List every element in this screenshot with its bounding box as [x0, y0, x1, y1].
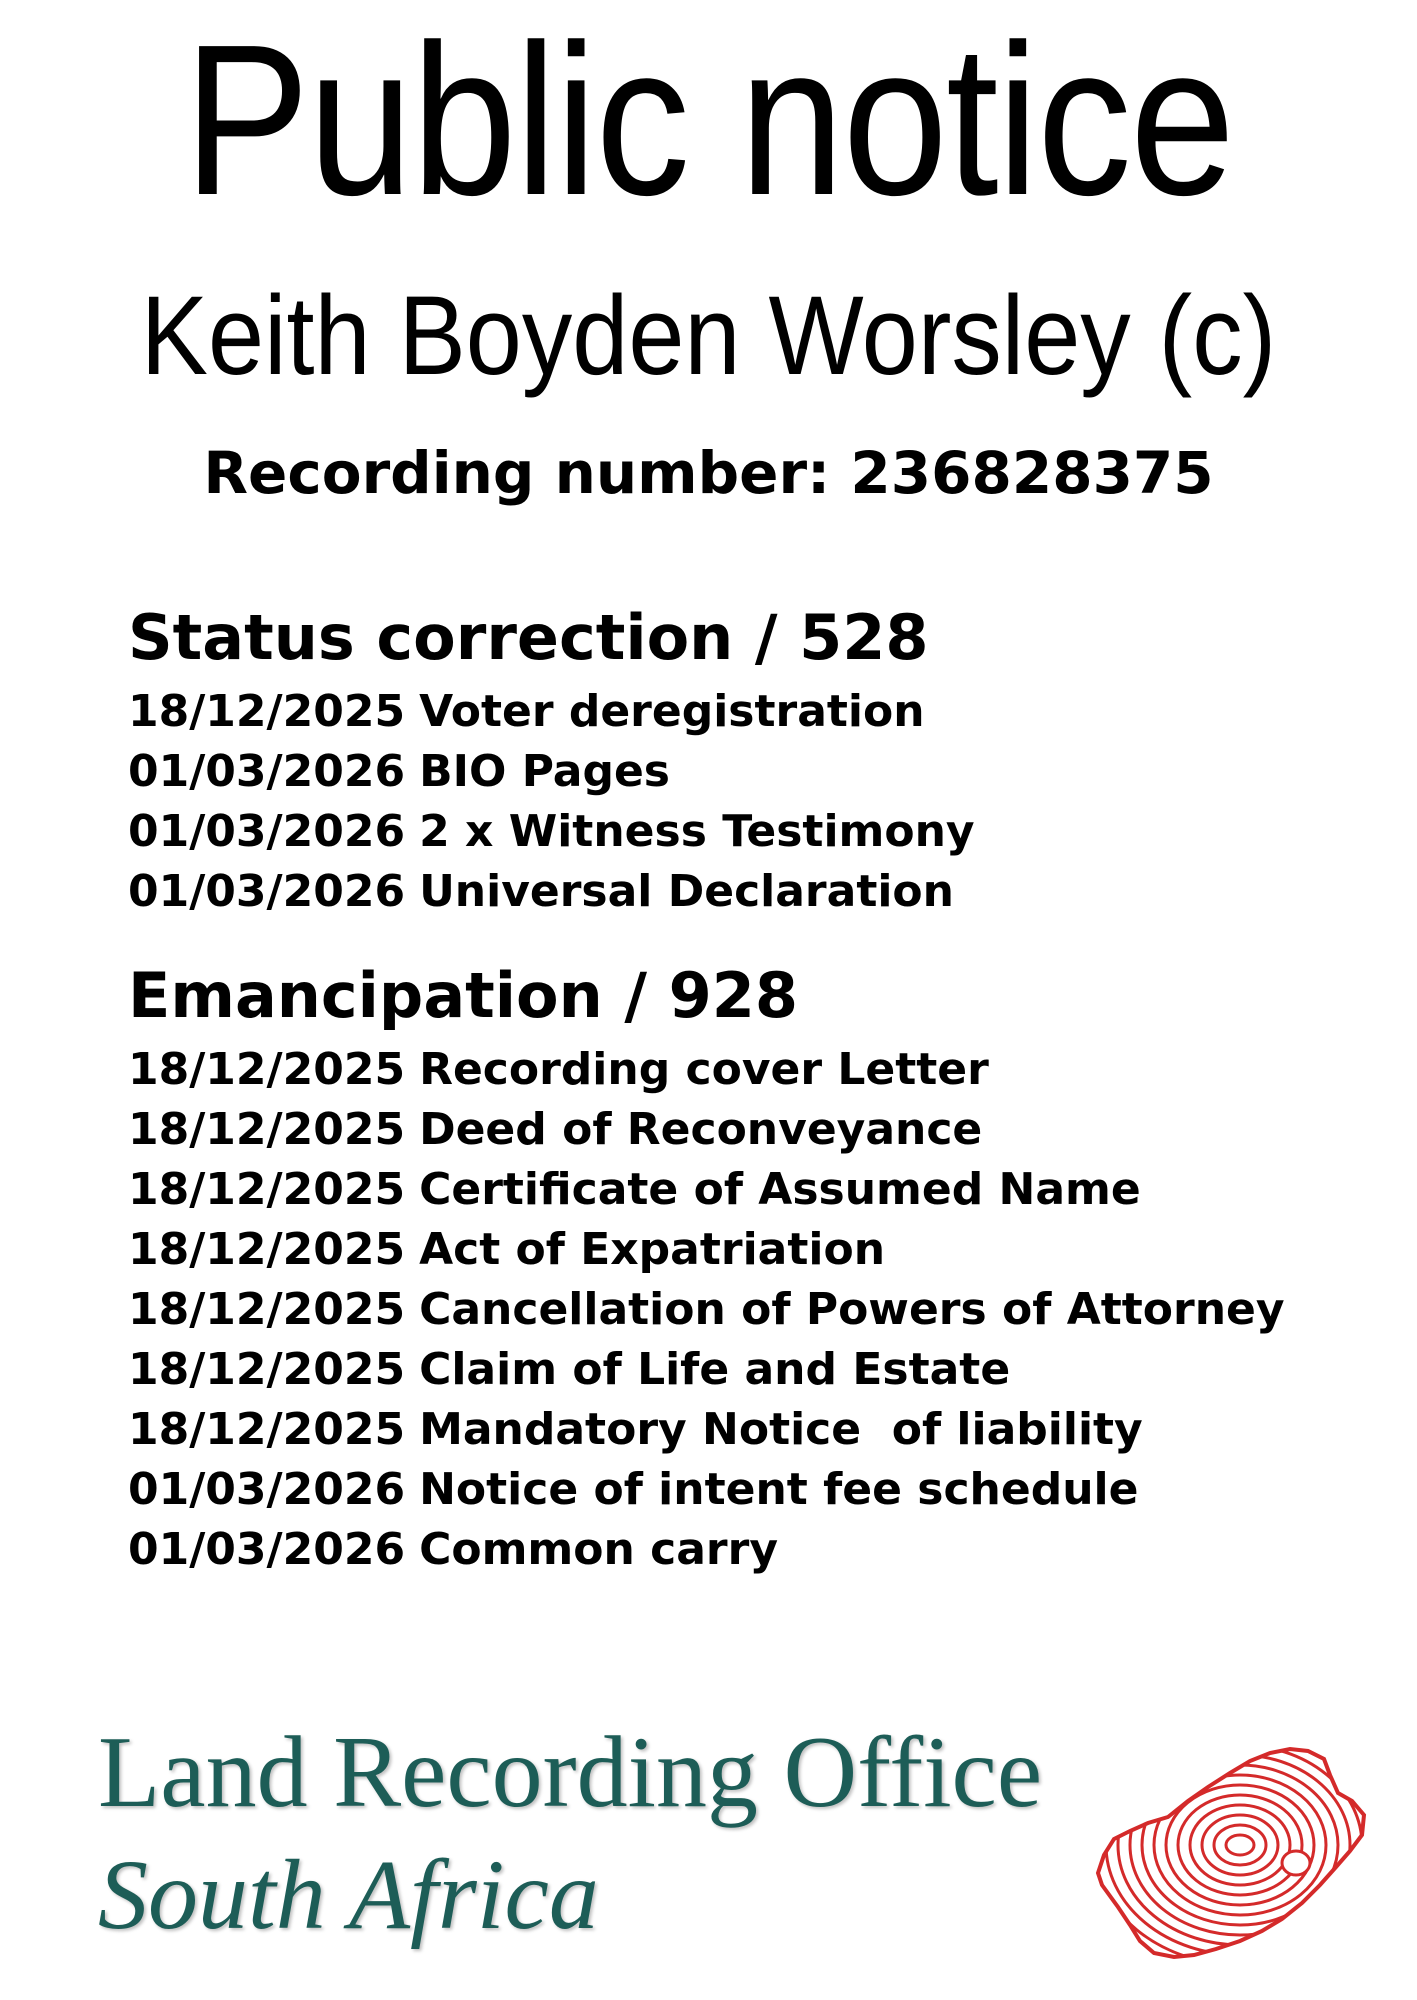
item-date: 18/12/2025	[128, 1284, 406, 1335]
notice-holder-name: Keith Boyden Worsley (c)	[140, 273, 1277, 398]
item-date: 18/12/2025	[128, 1404, 406, 1455]
section-heading: Emancipation / 928	[128, 959, 799, 1032]
south-africa-fingerprint-map-icon	[1090, 1735, 1370, 1965]
list-item	[128, 802, 1358, 862]
list-item	[128, 742, 1358, 802]
item-date: 01/03/2026	[128, 1524, 406, 1575]
item-date: 18/12/2025	[128, 686, 406, 737]
item-date: 18/12/2025	[128, 1164, 406, 1215]
item-label: Universal Declaration	[419, 866, 954, 917]
item-date: 01/03/2026	[128, 746, 406, 797]
list-item	[128, 1160, 1358, 1220]
list-item	[128, 1040, 1358, 1100]
list-item	[128, 1520, 1358, 1580]
item-date: 18/12/2025	[128, 1344, 406, 1395]
item-date: 18/12/2025	[128, 1044, 406, 1095]
item-label: 2 x Witness Testimony	[419, 806, 975, 857]
list-item	[128, 682, 1358, 742]
notice-title: Public notice	[183, 0, 1234, 240]
list-item	[128, 1100, 1358, 1160]
item-date: 01/03/2026	[128, 1464, 406, 1515]
item-label: Cancellation of Powers of Attorney	[419, 1284, 1285, 1335]
office-logo-text	[98, 1718, 1098, 1950]
recording-number: Recording number: 236828375	[203, 439, 1214, 507]
list-item	[128, 1400, 1358, 1460]
document-list	[128, 1040, 1358, 1580]
item-label: Recording cover Letter	[419, 1044, 989, 1095]
item-label: Notice of intent fee schedule	[419, 1464, 1139, 1515]
list-item	[128, 1280, 1358, 1340]
emancipation-section	[128, 956, 1358, 1580]
list-item	[128, 1340, 1358, 1400]
item-date: 18/12/2025	[128, 1224, 406, 1275]
status-correction-section	[128, 598, 1358, 922]
list-item	[128, 1220, 1358, 1280]
section-heading: Status correction / 528	[128, 601, 929, 674]
item-label: Claim of Life and Estate	[419, 1344, 1011, 1395]
office-country: South Africa	[98, 1839, 599, 1950]
lesotho-enclave	[1282, 1851, 1310, 1875]
item-label: Deed of Reconveyance	[419, 1104, 983, 1155]
item-label: Act of Expatriation	[419, 1224, 886, 1275]
list-item	[128, 1460, 1358, 1520]
item-date: 01/03/2026	[128, 806, 406, 857]
item-label: BIO Pages	[419, 746, 670, 797]
office-name: Land Recording Office	[98, 1716, 1043, 1829]
item-date: 01/03/2026	[128, 866, 406, 917]
item-label: Voter deregistration	[419, 686, 925, 737]
item-label: Common carry	[419, 1524, 779, 1575]
item-label: Mandatory Notice of liability	[419, 1404, 1143, 1455]
item-date: 18/12/2025	[128, 1104, 406, 1155]
list-item	[128, 862, 1358, 922]
item-label: Certificate of Assumed Name	[419, 1164, 1141, 1215]
document-list	[128, 682, 1358, 922]
